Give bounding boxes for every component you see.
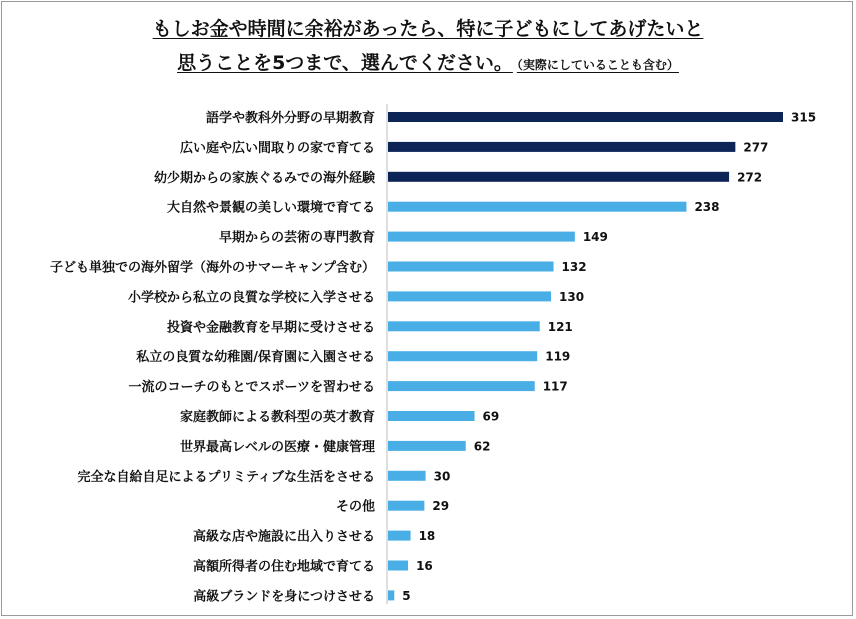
value-label: 119 bbox=[545, 349, 571, 364]
category-label: 家庭教師による教科型の英才教育 bbox=[179, 410, 375, 425]
category-label: 高級ブランドを身につけさせる bbox=[193, 589, 375, 605]
category-label: その他 bbox=[335, 499, 375, 515]
bar bbox=[388, 112, 783, 122]
value-label: 121 bbox=[547, 319, 573, 334]
value-label: 5 bbox=[402, 588, 411, 603]
bar bbox=[388, 262, 554, 272]
value-label: 238 bbox=[694, 200, 720, 215]
category-label: 私立の良質な幼稚園/保育園に入園させる bbox=[136, 350, 375, 366]
category-label: 小学校から私立の良質な学校に入学させる bbox=[127, 290, 375, 306]
value-label: 16 bbox=[416, 559, 433, 573]
value-label: 18 bbox=[418, 529, 436, 544]
value-label: 30 bbox=[433, 469, 451, 484]
bar bbox=[388, 381, 535, 391]
bar bbox=[388, 411, 475, 421]
bar bbox=[388, 321, 540, 331]
value-label: 132 bbox=[561, 260, 587, 274]
category-label: 広い庭や広い間取りの家で育てる bbox=[179, 140, 375, 156]
bar bbox=[388, 561, 408, 571]
title-note: （実際にしていることも含む） bbox=[516, 58, 679, 72]
category-label: 一流のコーチのもとでスポーツを習わせる bbox=[128, 380, 375, 396]
value-label: 149 bbox=[582, 230, 608, 245]
bar bbox=[388, 351, 537, 361]
value-label: 29 bbox=[432, 499, 450, 514]
value-label: 117 bbox=[542, 379, 568, 394]
title-line2-text: 思うことを5つまで、選んでください。 bbox=[177, 52, 513, 74]
bar bbox=[388, 441, 466, 451]
category-label: 大自然や景観の美しい環境で育てる bbox=[166, 200, 375, 216]
category-label: 早期からの芸術の専門教育 bbox=[218, 230, 375, 246]
title-line1-text: もしお金や時間に余裕があったら、特に子どもにしてあげたいと bbox=[152, 18, 704, 40]
bar bbox=[388, 501, 424, 511]
bar bbox=[388, 232, 575, 242]
bar bbox=[388, 142, 735, 152]
value-label: 272 bbox=[737, 170, 763, 185]
category-label: 幼少期からの家族ぐるみでの海外経験 bbox=[153, 170, 375, 186]
category-label: 投資や金融教育を早期に受けさせる bbox=[166, 320, 375, 336]
value-label: 62 bbox=[473, 439, 491, 454]
bar bbox=[388, 590, 394, 600]
category-label: 語学や教科外分野の早期教育 bbox=[205, 111, 375, 126]
bar bbox=[388, 202, 686, 212]
category-label: 高額所得者の住む地域で育てる bbox=[192, 559, 375, 575]
value-label: 69 bbox=[482, 409, 500, 424]
category-label: 子ども単独での海外留学（海外のサマーキャンプ含む） bbox=[49, 260, 375, 276]
bar bbox=[388, 471, 426, 481]
bar bbox=[388, 172, 729, 182]
bar bbox=[388, 531, 411, 541]
category-label: 世界最高レベルの医療・健康管理 bbox=[179, 439, 375, 455]
value-label: 277 bbox=[743, 140, 769, 155]
category-label: 高級な店や施設に出入りさせる bbox=[192, 529, 375, 545]
category-label: 完全な自給自足によるプリミティブな生活をさせる bbox=[77, 469, 375, 485]
bar bbox=[388, 291, 551, 301]
value-label: 130 bbox=[559, 289, 585, 304]
value-label: 315 bbox=[791, 110, 817, 125]
